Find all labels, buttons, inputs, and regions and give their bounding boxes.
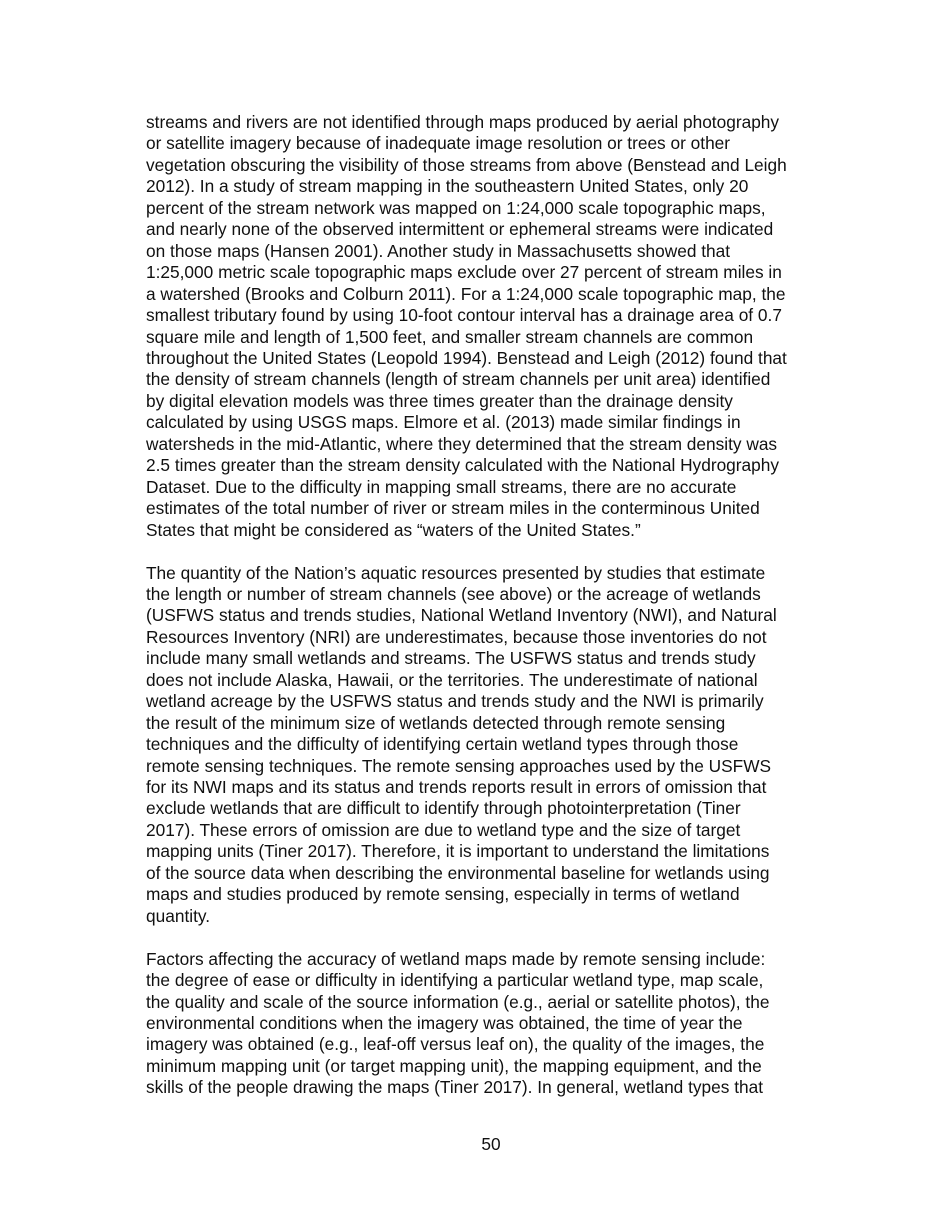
text-line: maps and studies produced by remote sensing, especially in terms of wetland [146, 884, 740, 905]
text-line: mapping units (Tiner 2017). Therefore, it is important to understand the limitations [146, 841, 770, 862]
text-line: percent of the stream network was mapped on 1:24,000 scale topographic maps, [146, 197, 766, 218]
text-line: the quality and scale of the source information (e.g., aerial or satellite photos), the [146, 991, 770, 1012]
text-line: imagery was obtained (e.g., leaf-off versus leaf on), the quality of the images, the [146, 1034, 765, 1055]
text-line: vegetation obscuring the visibility of those streams from above (Benstead and Leigh [146, 154, 787, 175]
text-line: 2017). These errors of omission are due to wetland type and the size of target [146, 819, 741, 840]
text-line: on those maps (Hansen 2001). Another study in Massachusetts showed that [146, 240, 731, 261]
text-line: a watershed (Brooks and Colburn 2011). For a 1:24,000 scale topographic map, the [146, 283, 786, 304]
text-line: exclude wetlands that are difficult to identify through photointerpretation (Tiner [146, 798, 741, 819]
text-line: watersheds in the mid-Atlantic, where they determined that the stream density was [146, 433, 778, 454]
text-line: (USFWS status and trends studies, National Wetland Inventory (NWI), and Natural [146, 605, 777, 626]
page-number: 50 [481, 1134, 501, 1154]
text-line: skills of the people drawing the maps (Tiner 2017). In general, wetland types that [146, 1077, 764, 1098]
text-line: or satellite imagery because of inadequate image resolution or trees or other [146, 133, 731, 154]
text-line: 2.5 times greater than the stream density calculated with the National Hydrography [146, 455, 780, 476]
text-line: techniques and the difficulty of identifying certain wetland types through those [146, 734, 739, 755]
text-line: streams and rivers are not identified through maps produced by aerial photography [146, 112, 780, 132]
text-line: smallest tributary found by using 10-foot contour interval has a drainage area of 0.7 [146, 305, 782, 326]
text-line: Resources Inventory (NRI) are underestimates, because those inventories do not [146, 626, 767, 647]
text-line: and nearly none of the observed intermittent or ephemeral streams were indicated [146, 219, 774, 240]
text-line: of the source data when describing the environmental baseline for wetlands using [146, 862, 770, 883]
text-line: for its NWI maps and its status and trends reports result in errors of omission that [146, 777, 767, 798]
text-line: throughout the United States (Leopold 1994). Benstead and Leigh (2012) found that [146, 347, 787, 368]
text-line: States that might be considered as “waters of the United States.” [146, 519, 641, 540]
text-line: calculated by using USGS maps. Elmore et al. (2013) made similar findings in [146, 412, 741, 433]
text-line: estimates of the total number of river or stream miles in the conterminous United [146, 498, 760, 519]
paragraph [146, 112, 846, 541]
text-line: the result of the minimum size of wetlands detected through remote sensing [146, 712, 726, 733]
text-line: Dataset. Due to the difficulty in mapping small streams, there are no accurate [146, 476, 737, 497]
text-line: environmental conditions when the imagery was obtained, the time of year the [146, 1013, 743, 1033]
text-line: by digital elevation models was three times greater than the drainage density [146, 390, 733, 411]
text-line: the length or number of stream channels (see above) or the acreage of wetlands [146, 583, 761, 604]
text-line: quantity. [146, 905, 211, 926]
text-line: the degree of ease or difficulty in identifying a particular wetland type, map scale, [146, 970, 764, 991]
text-line: The quantity of the Nation’s aquatic resources presented by studies that estimate [146, 562, 766, 583]
text-line: Factors affecting the accuracy of wetland maps made by remote sensing include: [146, 948, 766, 969]
text-line: does not include Alaska, Hawaii, or the territories. The underestimate of national [146, 669, 758, 690]
paragraph [146, 949, 846, 1099]
text-line: minimum mapping unit (or target mapping unit), the mapping equipment, and the [146, 1055, 762, 1076]
text-line: remote sensing techniques. The remote sensing approaches used by the USFWS [146, 755, 772, 776]
text-line: include many small wetlands and streams. The USFWS status and trends study [146, 648, 756, 669]
text-line: the density of stream channels (length of stream channels per unit area) identified [146, 369, 771, 390]
text-line: wetland acreage by the USFWS status and trends study and the NWI is primarily [146, 691, 764, 712]
body-text [146, 112, 846, 1120]
text-line: 2012). In a study of stream mapping in the southeastern United States, only 20 [146, 176, 749, 197]
paragraph [146, 563, 846, 928]
text-line: square mile and length of 1,500 feet, and smaller stream channels are common [146, 326, 754, 347]
text-line: 1:25,000 metric scale topographic maps exclude over 27 percent of stream miles in [146, 262, 782, 283]
